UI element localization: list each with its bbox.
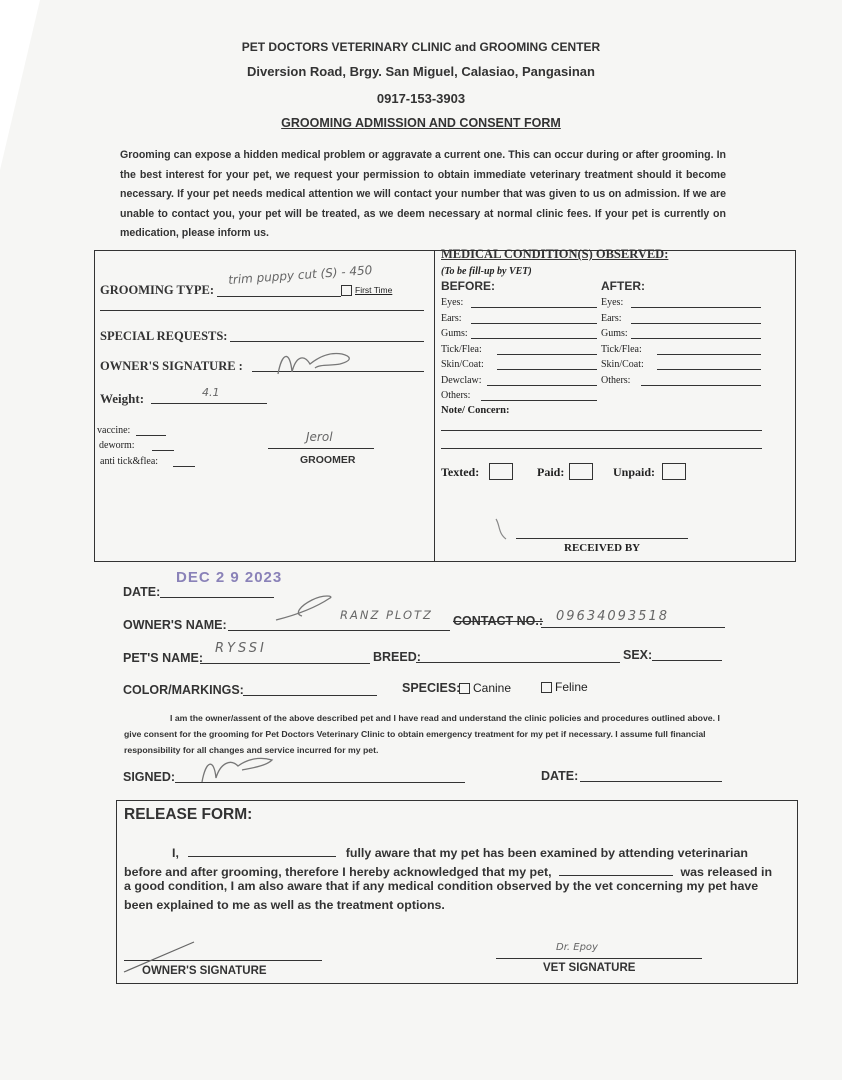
note-line-2[interactable] [441,448,762,449]
after-field-line[interactable] [657,369,761,370]
color-line[interactable] [243,695,377,696]
feline-checkbox[interactable] [541,682,552,693]
groomer-label: GROOMER [300,454,356,466]
owner-name-label: OWNER'S NAME: [123,618,227,632]
release-line-2-b: was released in [680,865,773,879]
texted-checkbox[interactable] [489,463,513,480]
paid-label: Paid: [537,465,565,479]
release-line-1 [124,844,764,863]
release-line-2-a: before and after grooming, therefore I hereby acknowledged that my pet, [124,865,552,879]
before-field-line[interactable] [481,400,597,401]
consent-date-label: DATE: [541,769,579,783]
date-line[interactable] [160,597,274,598]
release-line-3: a good condition, I am also aware that if any medical condition observed by the vet concerning my pet have [124,879,759,893]
owner-name-line[interactable] [228,630,450,631]
before-field-label: Ears: [441,312,462,324]
after-field-line[interactable] [631,307,761,308]
pen-mark [492,515,512,543]
first-time-checkbox[interactable] [341,285,392,296]
form-title: GROOMING ADMISSION AND CONSENT FORM [281,116,561,130]
vet-name-value: Dr. Epoy [556,942,598,953]
grooming-type-label: GROOMING TYPE: [100,283,215,297]
after-field-line[interactable] [657,354,761,355]
before-field-label: Others: [441,390,471,401]
first-time-box[interactable] [341,285,352,296]
release-title: RELEASE FORM: [124,806,253,823]
pet-name-value: RYSSI [215,641,267,656]
special-requests-label: SPECIAL REQUESTS: [100,329,228,343]
contact-label: CONTACT NO.: [453,614,544,628]
groomer-line[interactable] [268,448,374,449]
owner-signature-label: OWNER'S SIGNATURE : [100,359,243,373]
box-divider [434,250,435,561]
before-field-line[interactable] [497,369,597,370]
grooming-type-value[interactable]: trim puppy cut (S) - 450 [227,262,373,288]
clinic-phone: 0917-153-3903 [376,91,466,106]
owner-signature-scribble [270,342,370,382]
before-field-label: Dewclaw: [441,374,482,386]
vaccine-label: vaccine: [97,425,131,436]
feline-label: Feline [555,680,588,694]
release-name-line[interactable] [188,846,336,857]
signed-label: SIGNED: [123,770,176,784]
breed-line[interactable] [416,662,620,663]
date-label: DATE: [123,585,161,599]
note-line-1[interactable] [441,430,762,431]
after-label: AFTER: [601,279,645,293]
after-field-line[interactable] [631,323,761,324]
medical-subtitle: (To be fill-up by VET) [441,266,532,277]
before-field-line[interactable] [471,307,597,308]
sex-line[interactable] [652,660,722,661]
anti-tick-line[interactable] [173,466,195,467]
contact-line[interactable] [541,627,725,628]
canine-label: Canine [473,681,512,695]
consent-signature-scribble [196,748,286,788]
after-field-line[interactable] [641,385,761,386]
groomer-value: Jerol [306,430,333,444]
medical-title: MEDICAL CONDITION(S) OBSERVED: [441,247,669,261]
first-time-label: First Time [355,285,393,295]
note-label: Note/ Concern: [441,405,510,416]
before-field-label: Skin/Coat: [441,359,484,370]
species-label: SPECIES: [402,681,461,695]
intro-paragraph: Grooming can expose a hidden medical problem or aggravate a current one. This can occur during or after grooming. In the best interest for your pet, we request your permission to obtain immediate veterinary treatment should it become necessary. If your pet needs medical attention we will contact your number that was given to us on admission. If we are unable to contact you, your pet will be treated, as we deem necessary at normal clinic fees. If your pet is currently on medication, please inform us. [120,149,726,239]
deworm-line[interactable] [152,450,174,451]
after-field-label: Eyes: [601,297,624,308]
owner-name-value: RANZ PLOTZ [340,608,433,622]
clinic-name: PET DOCTORS VETERINARY CLINIC and GROOMING CENTER [241,40,601,54]
contact-value: 09634093518 [556,609,669,624]
release-line-1-b: fully aware that my pet has been examined by attending veterinarian [345,846,748,860]
after-field-label: Skin/Coat: [601,359,644,370]
species-feline-option[interactable] [541,680,588,694]
release-line-1-a: I, [172,846,179,860]
anti-tick-label: anti tick&flea: [100,456,159,467]
before-field-label: Eyes: [441,297,464,308]
before-label: BEFORE: [441,279,495,293]
canine-checkbox[interactable] [459,683,470,694]
weight-line[interactable] [151,403,267,404]
release-owner-signature-label: OWNER'S SIGNATURE [142,965,267,977]
after-field-label: Tick/Flea: [601,343,642,355]
received-by-line[interactable] [516,538,688,539]
date-stamp: DEC 2 9 2023 [176,569,283,586]
owner-name-scribble [272,590,342,630]
deworm-label: deworm: [99,440,135,451]
pet-name-line[interactable] [200,663,370,664]
before-field-line[interactable] [497,354,597,355]
vaccine-line[interactable] [136,435,166,436]
after-field-line[interactable] [631,338,761,339]
color-label: COLOR/MARKINGS: [123,683,244,697]
before-field-label: Tick/Flea: [441,343,482,355]
before-field-line[interactable] [471,323,597,324]
breed-label: BREED: [373,650,421,664]
after-field-label: Others: [601,374,631,386]
sex-label: SEX: [623,648,653,662]
unpaid-checkbox[interactable] [662,463,686,480]
clinic-address: Diversion Road, Brgy. San Miguel, Calasiao, Pangasinan [247,64,595,79]
species-canine-option[interactable] [459,681,511,695]
consent-date-line[interactable] [580,781,722,782]
weight-label: Weight: [100,391,145,406]
after-field-label: Ears: [601,312,622,324]
received-by-label: RECEIVED BY [564,542,641,554]
unpaid-label: Unpaid: [613,465,656,479]
release-line-4: been explained to me as well as the treatment options. [124,898,445,912]
before-field-label: Gums: [441,328,468,339]
folded-corner [0,0,40,170]
vet-signature-label: VET SIGNATURE [543,962,636,974]
before-field-line[interactable] [471,338,597,339]
before-field-line[interactable] [487,385,597,386]
grooming-type-line-2 [100,310,424,311]
consent-text: I am the owner/assent of the above described pet and I have read and understand the clinic policies and procedures outlined above. I give consent for the grooming for Pet Doctors Veterinary Clinic to obtain emergency treatment for my pet if necessary. I assume full financial responsibility for all changes and service incurred for my pet. [124,713,720,755]
weight-value: 4.1 [202,386,220,399]
texted-label: Texted: [441,465,480,479]
grooming-type-line [217,296,341,297]
pet-name-label: PET'S NAME: [123,651,204,665]
vet-signature-line[interactable] [496,958,702,959]
paid-checkbox[interactable] [569,463,593,480]
after-field-label: Gums: [601,328,628,339]
release-pet-line[interactable] [559,865,673,876]
